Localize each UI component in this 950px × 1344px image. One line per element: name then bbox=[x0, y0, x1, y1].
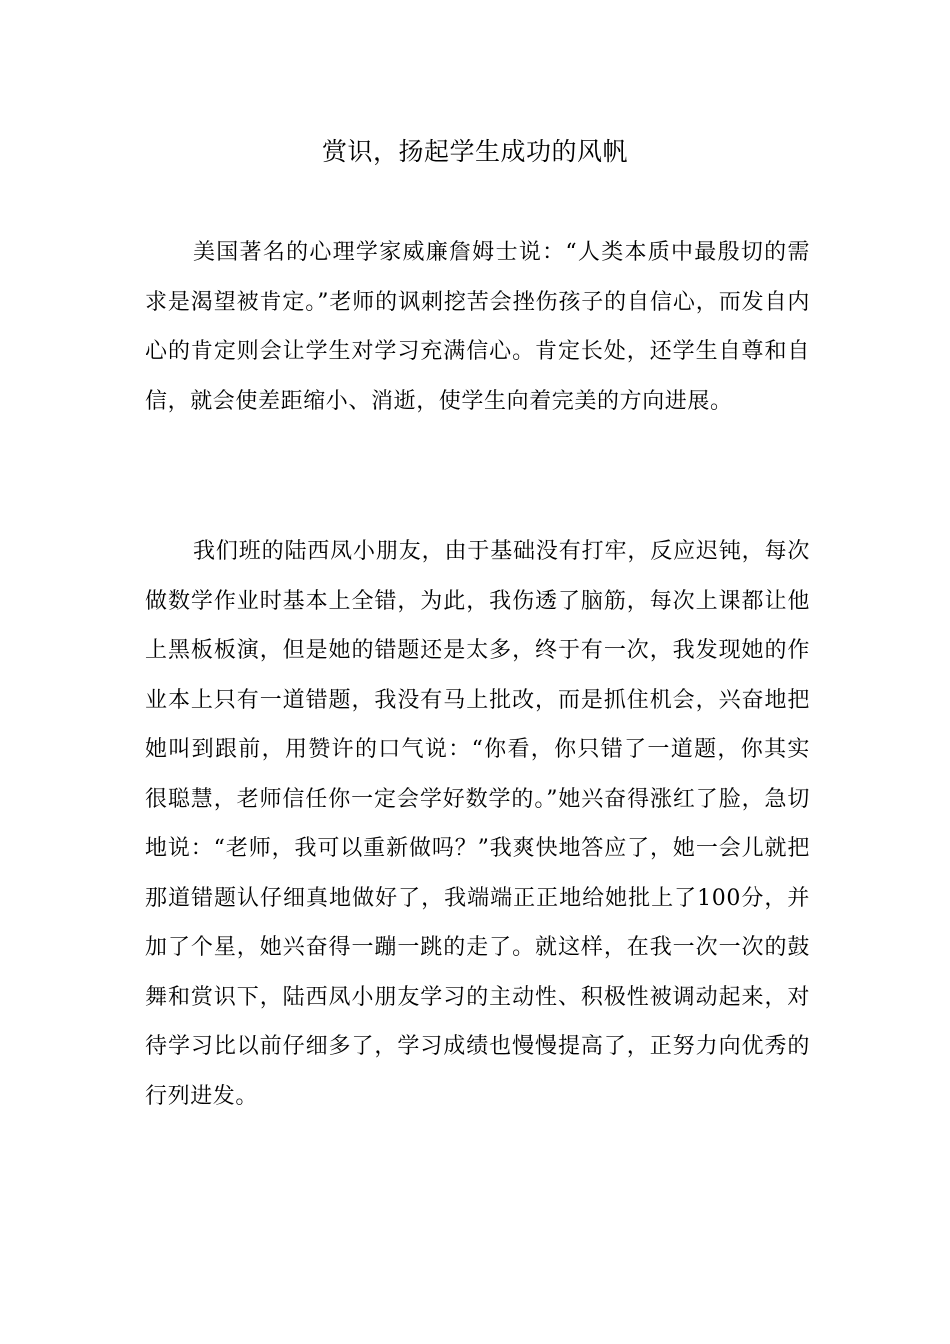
paragraph-1: 美国著名的心理学家威廉詹姆士说：“人类本质中最殷切的需求是渴望被肯定。”老师的讽刺挖苦会挫伤孩子的自信心，而发自内心的肯定则会让学生对学习充满信心。肯定长处，还学生自尊和自信，就会使差距缩小、消逝，使学生向着完美的方向进展。 bbox=[145, 240, 810, 414]
document-title: 赏识，扬起学生成功的风帆 bbox=[321, 137, 628, 166]
paragraph-2: 我们班的陆西凤小朋友，由于基础没有打牢，反应迟钝，每次做数学作业时基本上全错，为此，我伤透了脑筋，每次上课都让他上黑板板演，但是她的错题还是太多，终于有一次，我发现她的作业本上只有一道错题，我没有马上批改，而是抓住机会，兴奋地把她叫到跟前，用赞许的口气说：“你看，你只错了一道题，你其实很聪慧，老师信任你一定会学好数学的。”她兴奋得涨红了脸，急切地说：“老师，我可以重新做吗？”我爽快地答应了，她一会儿就把那道错题认仔细真地做好了，我端端正正地给她批上了100分，并加了个星，她兴奋得一蹦一跳的走了。就这样，在我一次一次的鼓舞和赏识下，陆西凤小朋友学习的主动性、积极性被调动起来，对待学习比以前仔细多了，学习成绩也慢慢提高了，正努力向优秀的行列进发。 bbox=[145, 539, 810, 1109]
